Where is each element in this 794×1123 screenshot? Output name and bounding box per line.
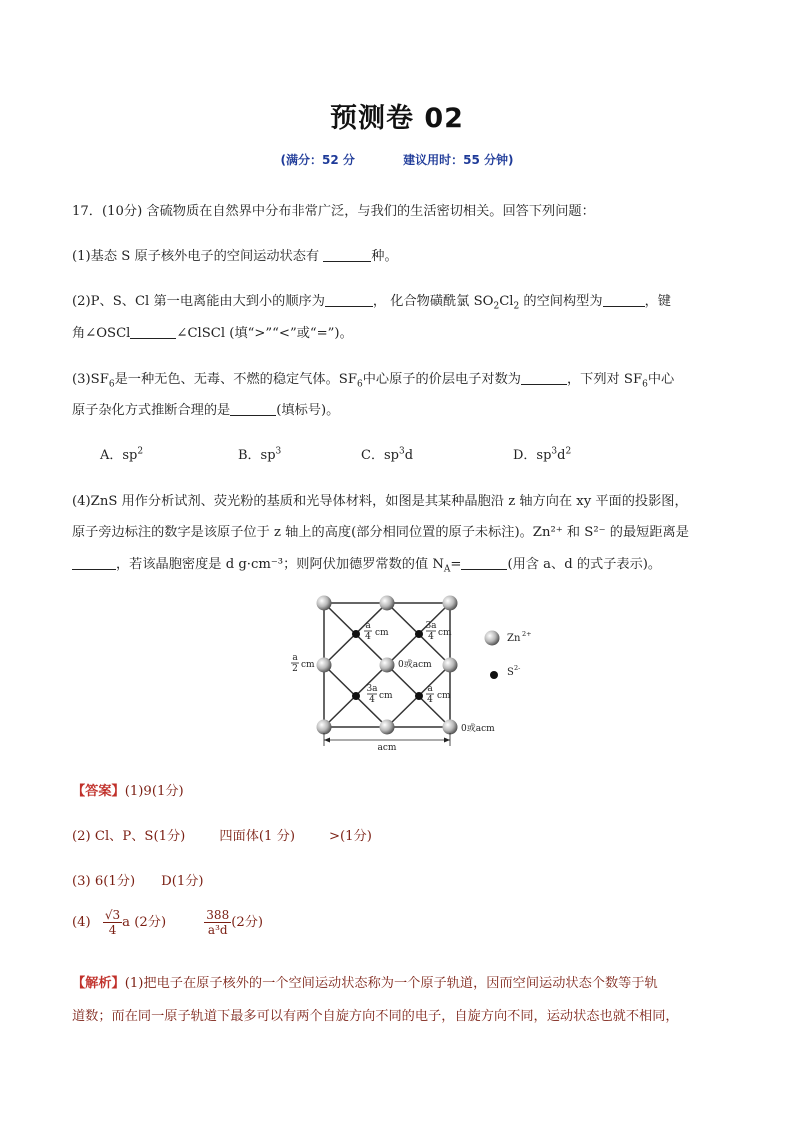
score-info: (满分：52 分 (280, 153, 355, 167)
label-3a4b-unit: cm (379, 691, 393, 701)
zn-atom (380, 596, 395, 611)
answer-blank (323, 248, 371, 262)
zn-atom (380, 658, 395, 673)
answer-line-3: (3) 6(1分) D(1分) (72, 874, 204, 889)
zns-projection-diagram (286, 590, 546, 755)
time-info: 建议用时：55 分钟) (403, 153, 514, 167)
analysis-line-1: 【解析】(1)把电子在原子核外的一个空间运动状态称为一个原子轨道，因而空间运动状态个数等于轨 (72, 976, 658, 991)
part-2-line-1: (2)P、S、Cl 第一电离能由大到小的顺序为 ， 化合物磺酰氯 $SO_2Cl_2$ 的空间构型为 ，键 (72, 294, 671, 312)
label-center: 0或acm (398, 660, 432, 670)
zn-atom (380, 720, 395, 735)
legend-zn-icon (485, 631, 500, 646)
zn-atom (317, 596, 332, 611)
analysis-line-2: 道数；而在同一原子轨道下最多可以有两个自旋方向不同的电子，自旋方向不同，运动状态也就不相同， (72, 1009, 679, 1024)
option-a: A．$sp^2$ (100, 446, 144, 463)
answer-blank (603, 293, 645, 307)
label-a4b-num: a (427, 684, 433, 694)
fraction-na: $\frac{388}{\text{a³d}}$ (206, 908, 230, 937)
legend-s-icon (490, 671, 498, 679)
legend-s-charge: 2- (514, 664, 521, 672)
legend-zn-charge: 2+ (522, 630, 532, 638)
answer-line-2: (2) Cl、P、S(1分) 四面体(1 分) >(1分) (72, 829, 372, 844)
answer-line-4: (4) $\frac{√3}{4}$ a (2分) $\frac{388}{\text{a³d}}$ (2分) (72, 908, 264, 937)
label-corner: 0或acm (461, 724, 495, 734)
label-3a4-den: 4 (428, 632, 434, 642)
zn-atom (317, 658, 332, 673)
subtitle (0, 151, 794, 168)
part-3-line-1: $(3)SF_6$是一种无色、无毒、不燃的稳定气体。$SF_6$中心原子的价层电子对数为 ，下列对 $SF_6$中心 (72, 372, 675, 390)
label-a2-den: 2 (292, 664, 298, 674)
zn-atom (443, 720, 458, 735)
answer-line-1: 【答案】(1)9(1分) (72, 784, 184, 799)
label-3a4-num: 3a (425, 621, 437, 631)
question-intro: 17．(10分) 含硫物质在自然界中分布非常广泛，与我们的生活密切相关。回答下列问题： (72, 204, 595, 219)
s-atom (352, 630, 360, 638)
part-3-line-2: 原子杂化方式推断合理的是 (填标号)。 (72, 403, 340, 418)
part-4-line-3: ，若该晶胞密度是 d g·cm⁻³；则阿伏加德罗常数的值 $N_A=$ (用含 a、d 的式子表示)。 (72, 553, 661, 575)
label-acm: acm (377, 743, 397, 753)
s-atom (352, 692, 360, 700)
answer-blank (461, 556, 507, 570)
answer-blank (325, 293, 373, 307)
analysis-tag: 【解析】 (72, 976, 125, 991)
answer-blank (130, 325, 176, 339)
zn-atom (317, 720, 332, 735)
answer-blank (230, 402, 276, 416)
label-3a4b-den: 4 (369, 695, 375, 705)
page-title: 预测卷 02 (330, 103, 464, 134)
label-3a4-unit: cm (438, 628, 452, 638)
label-a2-num: a (292, 653, 298, 663)
zn-atom (443, 596, 458, 611)
zn-atom (443, 658, 458, 673)
part-2-line-2: 角∠OSCl ∠ClSCl (填“>”“<”或“=”)。 (72, 326, 353, 341)
answer-tag: 【答案】 (72, 784, 125, 799)
s-atom (415, 630, 423, 638)
option-c: C．$sp^3d$ (361, 446, 414, 463)
legend-s-label: S (507, 667, 514, 678)
label-a4b-unit: cm (437, 691, 451, 701)
label-a4-unit: cm (375, 628, 389, 638)
part-4-line-2: 原子旁边标注的数字是该原子位于 z 轴上的高度(部分相同位置的原子未标注)。Zn²⁺ 和 S²⁻ 的最短距离是 (72, 525, 689, 540)
label-a2-unit: cm (301, 660, 315, 670)
answer-blank (521, 371, 567, 385)
fraction-distance: $\frac{√3}{4}$ (104, 908, 121, 937)
part-1: (1)基态 S 原子核外电子的空间运动状态有 种。 (72, 249, 398, 264)
label-3a4b-num: 3a (366, 684, 378, 694)
legend-zn-label: Zn (507, 633, 521, 644)
option-b: B．$sp^3$ (238, 446, 282, 463)
answer-blank (72, 556, 116, 570)
label-a4-num: a (365, 621, 371, 631)
s-atom (415, 692, 423, 700)
label-a4b-den: 4 (427, 695, 433, 705)
label-a4-den: 4 (365, 632, 371, 642)
part-4-line-1: (4)ZnS 用作分析试剂、荧光粉的基质和光导体材料，如图是其某种晶胞沿 z 轴方向在 xy 平面的投影图， (72, 494, 688, 509)
option-d: D．$sp^3d^2$ (513, 446, 572, 463)
